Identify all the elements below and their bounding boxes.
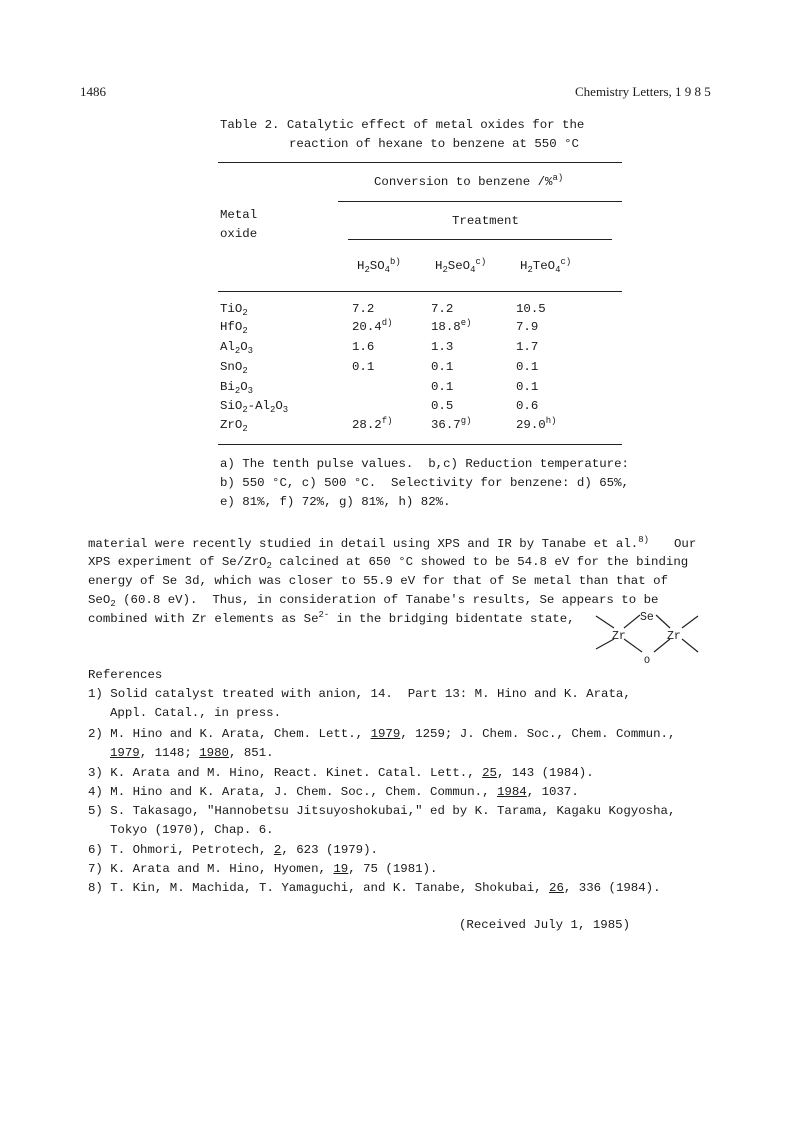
table-cell: 7.2 [352,302,375,316]
row-oxide-label: $Bi_2O_3$ [220,380,254,397]
body-line-5: combined with Zr elements as $Se^{2-}$ in the bridging bidentate state, [88,610,575,626]
zr1-upper-bond [596,616,614,628]
o-atom-label: O [644,656,651,667]
ref-4: 4) M. Hino and K. Arata, J. Chem. Soc., Chem. Commun., 1984, 1037. [88,785,579,799]
table-cell: 0.5 [431,399,454,413]
body-line-2: XPS experiment of Se/ZrO$_2$ calcined at 650 °C showed to be 54.8 eV for the binding [88,555,689,572]
ref-2-line1: 2) M. Hino and K. Arata, Chem. Lett., 1979, 1259; J. Chem. Soc., Chem. Commun., [88,727,676,741]
table-cell: 0.1 [516,360,539,374]
table-header-rule [218,291,622,292]
table-cell: 0.1 [431,360,454,374]
body-line-1-end: Our [674,537,697,551]
row-oxide-label: $SiO_2-Al_2O_3$ [220,399,289,416]
table-cell: 0.1 [352,360,375,374]
table-bottom-rule [218,444,622,445]
row-oxide-label: ZrO$_2$ [220,418,248,435]
table-cell: 28.2$^{f)}$ [352,416,393,432]
ref-5-line1: 5) S. Takasago, "Hannobetsu Jitsuyoshokubai," ed by K. Tarama, Kagaku Kogyosha, [88,804,676,818]
zr2-se-bond [656,615,670,628]
table-cell: 0.1 [516,380,539,394]
table-cell: 0.1 [431,380,454,394]
ref-1-line2: Appl. Catal., in press. [110,706,282,720]
ref-3: 3) K. Arata and M. Hino, React. Kinet. Catal. Lett., 25, 143 (1984). [88,766,594,780]
table-cell: 7.2 [431,302,454,316]
references-heading: References [88,668,163,682]
bridging-bidentate-structure [590,606,710,668]
row-oxide-label: HfO$_2$ [220,320,248,337]
col-header-h2so4: $H_2SO_4^{b)}$ [357,257,401,276]
journal-title: Chemistry Letters, 1 9 8 5 [575,84,711,99]
table-cell: 1.6 [352,340,375,354]
col-header-h2seo4: $H_2SeO_4^{c)}$ [435,257,487,276]
ref-6: 6) T. Ohmori, Petrotech, 2, 623 (1979). [88,843,378,857]
table-cell: 29.0$^{h)}$ [516,416,557,432]
col-header-h2teo4: $H_2TeO_4^{c)}$ [520,257,572,276]
table-cell: 18.8$^{e)}$ [431,318,472,334]
table-footnote-line1: a) The tenth pulse values. b,c) Reduction temperature: [220,457,629,471]
table-cell: 1.3 [431,340,454,354]
received-date: (Received July 1, 1985) [459,918,631,932]
table-caption-line2: reaction of hexane to benzene at 550 °C [289,137,579,151]
conversion-footnote-mark: a) [552,173,564,184]
table-cell: 7.9 [516,320,539,334]
body-line-3: energy of Se 3d, which was closer to 55.9 eV for that of Se metal than that of [88,574,668,588]
table-cell: 0.6 [516,399,539,413]
conversion-header: Conversion to benzene /%$^{a)}$ [374,173,564,189]
conversion-rule [338,201,622,202]
metal-label: Metal [220,208,258,222]
body-line-1: material were recently studied in detail using XPS and IR by Tanabe et al.$^{8)}$ [88,535,649,551]
table-caption-line1: Table 2. Catalytic effect of metal oxides for the [220,118,585,132]
treatment-header: Treatment [452,214,519,228]
row-oxide-label: $Al_2O_3$ [220,340,254,357]
treatment-rule [348,239,612,240]
ref-8: 8) T. Kin, M. Machida, T. Yamaguchi, and K. Tanabe, Shokubai, 26, 336 (1984). [88,881,661,895]
ref-2-line2: 1979, 1148; 1980, 851. [110,746,274,760]
table-cell: 1.7 [516,340,539,354]
zr2-upper-bond [682,616,698,628]
zr1-o-bond [624,639,642,652]
row-oxide-label: TiO$_2$ [220,302,248,319]
ref-1-line1: 1) Solid catalyst treated with anion, 14. Part 13: M. Hino and K. Arata, [88,687,631,701]
table-cell: 10.5 [516,302,546,316]
ref-5-line2: Tokyo (1970), Chap. 6. [110,823,274,837]
se-atom-label: Se [640,611,654,624]
page-number: 1486 [80,84,106,99]
zr-atom-label-right: Zr [667,630,681,643]
row-oxide-label: SnO$_2$ [220,360,248,377]
table-cell: 20.4$^{d)}$ [352,318,393,334]
table-footnote-line3: e) 81%, f) 72%, g) 81%, h) 82%. [220,495,451,509]
table-top-rule [218,162,622,163]
table-footnote-line2: b) 550 °C, c) 500 °C. Selectivity for benzene: d) 65%, [220,476,629,490]
zr1-se-bond [624,615,640,628]
zr2-lower-bond [682,639,698,652]
oxide-label: oxide [220,227,258,241]
zr-atom-label-left: Zr [612,630,626,643]
ref-7: 7) K. Arata and M. Hino, Hyomen, 19, 75 (1981). [88,862,438,876]
body-line-4: SeO$_2$ (60.8 eV). Thus, in consideration of Tanabe's results, Se appears to be [88,593,659,610]
table-cell: 36.7$^{g)}$ [431,416,472,432]
